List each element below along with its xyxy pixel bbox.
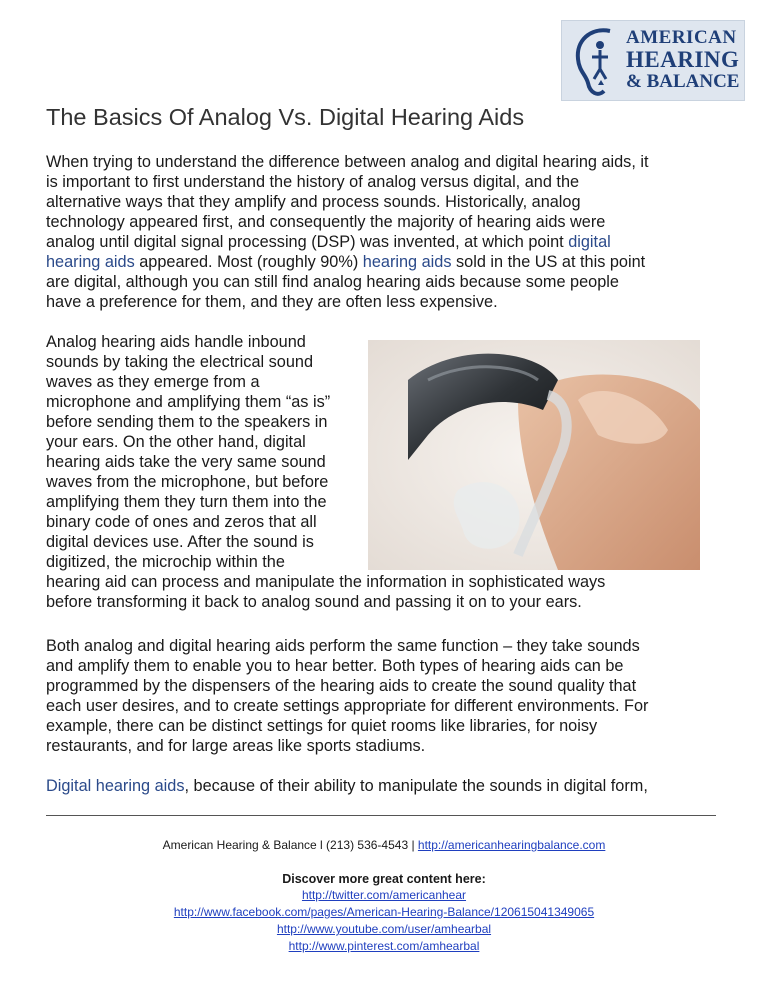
- text-line: before transforming it back to analog sound and passing it on to your ears.: [46, 593, 582, 611]
- text-span: appeared. Most (roughly 90%): [134, 253, 363, 271]
- analog-digital-paragraph: [46, 332, 605, 612]
- footer-phone: l (213) 536-4543 |: [316, 838, 418, 852]
- hearing-aids-link-2[interactable]: hearing aids: [362, 253, 452, 271]
- footer-divider: [46, 815, 716, 816]
- facebook-link[interactable]: http://www.facebook.com/pages/American-Hearing-Balance/120615041349065: [173, 905, 595, 919]
- text-span: , because of their ability to manipulate the sounds in digital form,: [184, 777, 648, 795]
- company-logo: [561, 20, 745, 101]
- text-line: your ears. On the other hand, digital: [46, 433, 306, 451]
- text-line: Analog hearing aids handle inbound: [46, 333, 306, 351]
- function-paragraph: [46, 636, 648, 756]
- text-line: hearing aids take the very same sound: [46, 453, 326, 471]
- logo-line-1: AMERICAN: [626, 27, 737, 48]
- logo-wordmark: [626, 27, 739, 93]
- text-line: sounds by taking the electrical sound: [46, 353, 313, 371]
- digital-paragraph: [46, 776, 648, 796]
- logo-line-3: & BALANCE: [626, 71, 740, 92]
- digital-link[interactable]: digital: [568, 233, 611, 251]
- text-line: [46, 232, 649, 252]
- text-span: sold in the US at this point: [451, 253, 646, 271]
- text-line: technology appeared first, and consequently the majority of hearing aids were: [46, 213, 606, 231]
- footer-facebook: [0, 905, 768, 919]
- digital-hearing-aids-link[interactable]: Digital hearing aids: [46, 777, 185, 795]
- text-line: microphone and amplifying them “as is”: [46, 393, 331, 411]
- text-line: have a preference for them, and they are often less expensive.: [46, 293, 498, 311]
- youtube-link[interactable]: http://www.youtube.com/user/amhearbal: [276, 922, 492, 936]
- footer-twitter: [0, 888, 768, 902]
- text-line: are digital, although you can still find analog hearing aids because some people: [46, 273, 619, 291]
- text-line: When trying to understand the difference between analog and digital hearing aids, it: [46, 153, 649, 171]
- text-line: programmed by the dispensers of the hearing aids to create the sound quality that: [46, 677, 637, 695]
- text-line: digitized, the microchip within the: [46, 553, 285, 571]
- text-line: hearing aid can process and manipulate the information in sophisticated ways: [46, 573, 606, 591]
- text-line: waves from the microphone, but before: [46, 473, 329, 491]
- text-line: and amplify them to enable you to hear better. Both types of hearing aids can be: [46, 657, 624, 675]
- discover-heading: Discover more great content here:: [282, 872, 486, 886]
- text-line: amplifying them they turn them into the: [46, 493, 327, 511]
- page-title: The Basics Of Analog Vs. Digital Hearing Aids: [46, 104, 525, 130]
- text-line: Both analog and digital hearing aids perform the same function – they take sounds: [46, 637, 640, 655]
- text-line: [46, 776, 648, 796]
- text-line: binary code of ones and zeros that all: [46, 513, 317, 531]
- text-line: before sending them to the speakers in: [46, 413, 328, 431]
- text-line: each user desires, and to create settings appropriate for different environments. For: [46, 697, 649, 715]
- text-span: analog until digital signal processing (DSP) was invented, at which point: [46, 233, 569, 251]
- text-line: [46, 252, 649, 272]
- twitter-link[interactable]: http://twitter.com/americanhear: [301, 888, 467, 902]
- footer-company: American Hearing & Balance: [162, 838, 317, 852]
- footer-pinterest: [0, 939, 768, 953]
- intro-paragraph: [46, 152, 649, 312]
- text-line: restaurants, and for large areas like sports stadiums.: [46, 737, 426, 755]
- hearing-aids-link[interactable]: hearing aids: [46, 253, 135, 271]
- text-line: is important to first understand the history of analog versus digital, and the: [46, 173, 580, 191]
- text-line: digital devices use. After the sound is: [46, 533, 314, 551]
- footer-youtube: [0, 922, 768, 936]
- logo-line-2: HEARING: [626, 47, 740, 72]
- text-line: alternative ways that they amplify and process sounds. Historically, analog: [46, 193, 581, 211]
- ear-figure-icon: [570, 25, 626, 99]
- pinterest-link[interactable]: http://www.pinterest.com/amhearbal: [288, 939, 480, 953]
- footer-contact: [0, 838, 768, 852]
- text-line: waves as they emerge from a: [46, 373, 260, 391]
- text-line: example, there can be distinct settings for quiet rooms like libraries, for noisy: [46, 717, 598, 735]
- website-link[interactable]: http://americanhearingbalance.com: [417, 838, 606, 852]
